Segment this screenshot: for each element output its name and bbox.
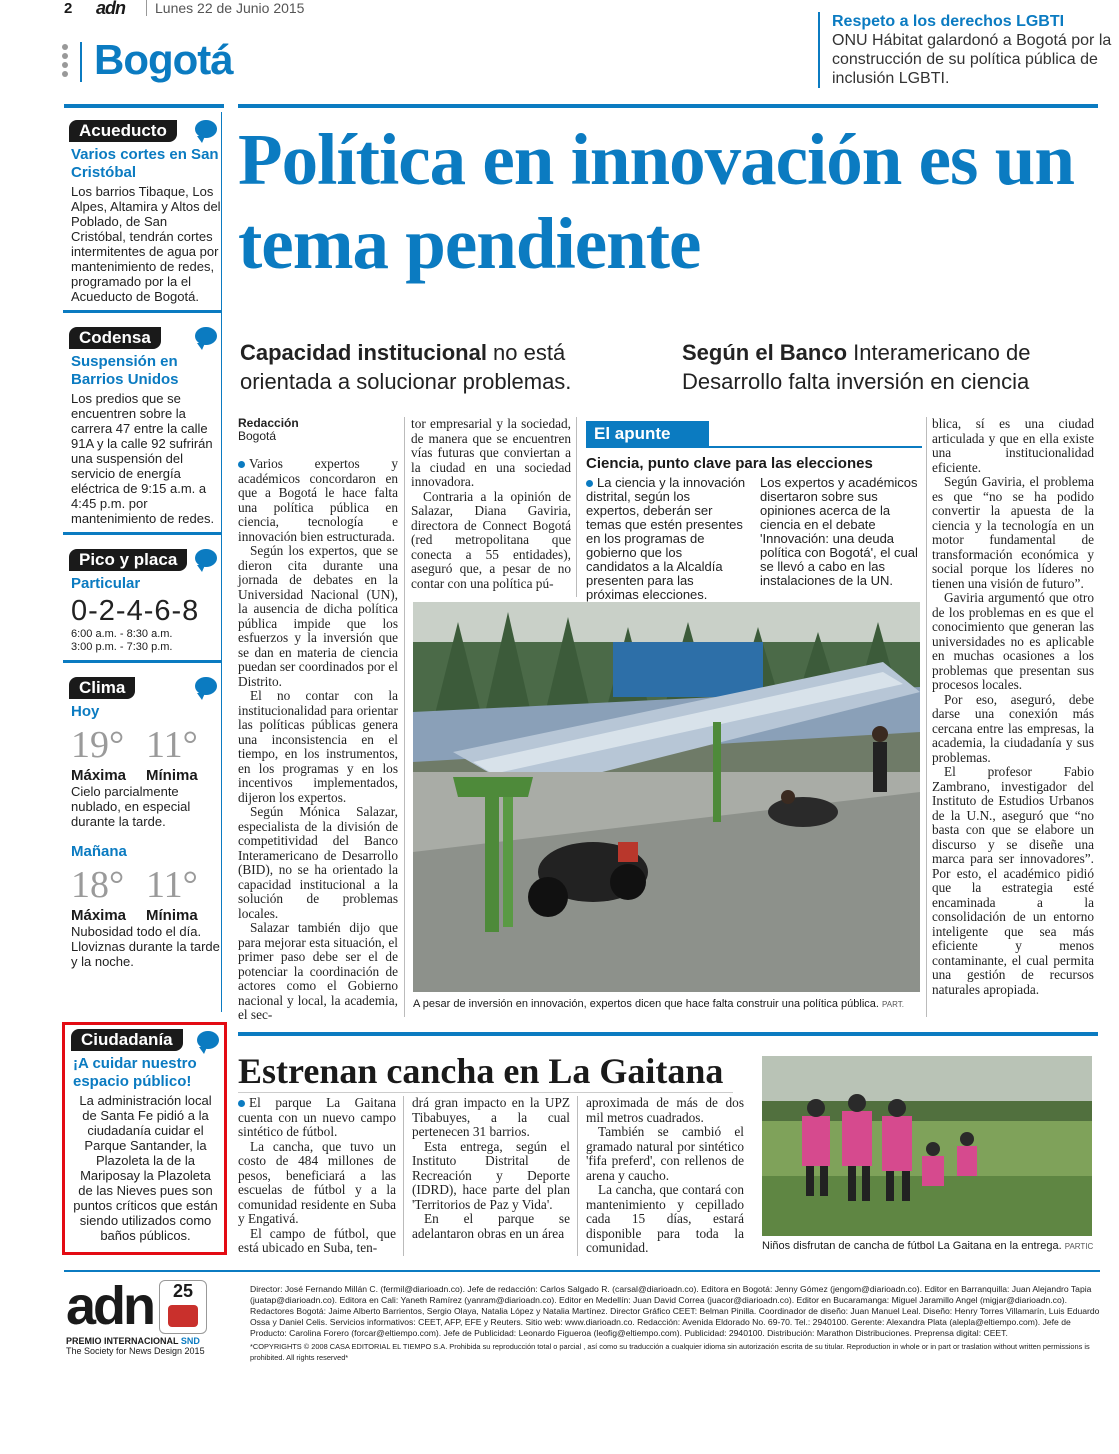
- speech-bubble-icon: [195, 120, 217, 138]
- sidebar-top-rule: [64, 104, 224, 108]
- solar-canopy-photo: [413, 602, 920, 992]
- article-photo[interactable]: [413, 602, 920, 992]
- sidebar-item-pico-y-placa: [63, 541, 221, 663]
- bullet-icon: [586, 480, 593, 487]
- byline-author: Redacción: [238, 416, 299, 430]
- staff-credits: Director: José Fernando Millán C. (fermil@diarioadn.co). Jefe de redacción: Carlos Salgado R. (carsal@diarioadn.co). Editora en Bogotá: Jenny Gómez (jengom@diarioadn.co). Editor en Barranquilla: Juan Alejandro Tapia (juatap@diarioadn.co). Editora en Cali: Yaneth Ramírez (yanram@diarioadn.co). Editor en Medellín: Juan David Correa (juacor@diarioadn.co). Editor en Bucaramanga: Miguel Jaramillo Angel (migjar@diarioadn.co). Redactores Bogotá: Jaime Alberto Barrientos, Sergio Olaya, Natalia López y Natalia Martínez. Director Gráfico CEET: Belman Pinilla. Coordinador de diseño: Juan Manuel Leal. Diseño: Henry Torres Villamarín, Luis Eduardo Ossa y Daniel Celis. Servicios informativos: CEET, AFP, EFE y Reuters. Sitio web: www.diarioadn.co. Redacción: Avenida Eldorado No. 69-70. Tel.: 2940100. Gerente: Alexandra Plata (alepla@eltiempo.com). Jefe de Producto: Carolina Forero (forcar@eltiempo.com). Jefe de Publicidad: Leonardo Figueroa (leofig@eltiempo.com). Publicidad: 2940100. Distribución: Marathon Distribuciones. Preprensa digital: CEET.: [250, 1284, 1100, 1338]
- footer-branding: [66, 1276, 246, 1356]
- sidebar-tag: Clima: [69, 677, 135, 699]
- paragraph: El profesor Fabio Zambrano, investigador del Instituto de Estudios Urbanos de la U.N., aseguró que “no basta con que se elabore un discurso y se diseñe una marca para ser innovadores”. Por esto, el académico pidió que la estrategia esté encaminada a la consolidación de un entorno inteligente que sea más eficiente y menos contaminante, el cual permita una gestión de recursos naturales apropiada.: [932, 764, 1094, 997]
- sidebar-text: La administración local de Santa Fe pidió a la ciudadanía cuidar el Parque Santander, la Plazoleta la de la Mariposay la Plazoleta de las Nieves pues son puntos críticos que están siendo utilizados como baños públicos.: [73, 1093, 218, 1243]
- speech-bubble-icon: [195, 549, 217, 567]
- byline-location: Bogotá: [238, 429, 277, 443]
- speech-bubble-icon: [195, 327, 217, 345]
- column-divider: [404, 417, 405, 1017]
- article-column-2: [411, 417, 571, 591]
- sidebar-tag: Codensa: [69, 327, 161, 349]
- section-dots-icon: [62, 44, 70, 80]
- max-label: Máxima: [71, 907, 127, 924]
- paragraph: Según Mónica Salazar, especialista de la división de competitividad del Banco Interamericano de Desarrollo (BID), no se ha orientado la capacidad institucional a la solución de problemas locales.: [238, 804, 398, 921]
- sidebar-tag: Pico y placa: [69, 549, 187, 571]
- paragraph: La cancha, que tuvo un costo de 484 millones de pesos, beneficiará a las escuelas de fútbol y a la comunidad residente en Suba y Engativá.: [238, 1138, 396, 1226]
- article2-photo[interactable]: [762, 1056, 1092, 1236]
- header-date: Lunes 22 de Junio 2015: [146, 0, 304, 16]
- sidebar: [63, 112, 221, 975]
- divider: [63, 660, 221, 663]
- min-label: Mínima: [146, 907, 198, 924]
- paragraph: También se cambió el gramado natural por sintético 'fifa preferd', con rellenos de arena y caucho.: [586, 1124, 744, 1183]
- paragraph: El no contar con la institucionalidad para orientar las políticas públicas genera una inconsistencia en el tiempo, en los instrumentos, en los programas y en los incentivos implementados, dijeron los expertos.: [238, 688, 398, 805]
- paragraph: drá gran impacto en la UPZ Tibabuyes, a la cual pertenecen 31 barrios.: [412, 1095, 570, 1139]
- page-number: 2: [64, 0, 73, 17]
- ciudadania-box[interactable]: [62, 1022, 227, 1255]
- header-logo: adn: [96, 0, 126, 18]
- deck-1-text: no está orientada a solucionar problemas.: [240, 340, 572, 394]
- award-title: PREMIO INTERNACIONAL: [66, 1336, 179, 1346]
- sidebar-headline: Varios cortes en San Cristóbal: [71, 146, 219, 181]
- column-divider: [403, 1096, 404, 1256]
- article2-column-1: [238, 1096, 396, 1256]
- sidebar-headline: Particular: [71, 575, 141, 592]
- paragraph: Por eso, aseguró, debe darse una conexión más cercana entre las empresas, la academia, la ciudadanía y sus problemas.: [932, 691, 1094, 765]
- photo-credit: PART.: [882, 1000, 904, 1009]
- paragraph: El parque La Gaitana cuenta con un nuevo campo sintético de fútbol.: [238, 1095, 396, 1139]
- tomorrow-weather-text: Nubosidad todo el día. Lloviznas durante la tarde y la noche.: [71, 924, 220, 969]
- section-rule: [238, 1032, 1098, 1036]
- article-column-1: [238, 417, 398, 1023]
- sidebar-tag: Acueducto: [69, 120, 177, 142]
- snd-logo: SND: [180, 1336, 200, 1346]
- paragraph: La cancha, que contará con mantenimiento y cepillado cada 15 días, estará disponible para toda la comunidad.: [586, 1182, 744, 1255]
- footer-credits: [250, 1284, 1100, 1363]
- sidebar-tag: Ciudadanía: [71, 1029, 183, 1051]
- sidebar-text: Los barrios Tibaque, Los Alpes, Altamira y Altos del Poblado, de San Cristóbal, tendrán cortes intermitentes de agua por mantenimiento de redes, programado por la el Acueducto de Bogotá.: [71, 184, 221, 304]
- article-headline: Política en innovación es un tema pendiente: [238, 119, 1074, 284]
- main-top-rule: [238, 104, 1098, 108]
- weather-tomorrow-label: Mañana: [71, 843, 127, 860]
- column-divider: [926, 417, 927, 1017]
- weather-today-label: Hoy: [71, 703, 100, 720]
- tomorrow-min-temp: 11°: [146, 864, 198, 906]
- article2-caption: Niños disfrutan de cancha de fútbol La Gaitana en la entrega. PARTIC: [762, 1240, 1094, 1252]
- today-weather-text: Cielo parcialmente nublado, en especial durante la tarde.: [71, 784, 191, 829]
- paragraph: Contraria a la opinión de Salazar, Diana Gaviria, directora de Connect Bogotá (red metropolitana que conecta a 55 entidades), aseguró que, a pesar de no contar con una política pú-: [411, 488, 571, 591]
- divider: [63, 532, 221, 535]
- column-divider: [576, 417, 577, 597]
- paragraph: Gaviria argumentó que otro de los problemas en es que el conocimiento que generan las universidades no es aplicable en muchas ocasiones a los problemas que presentan sus procesos locales.: [932, 590, 1094, 692]
- sidebar-headline: Suspensión en Barrios Unidos: [71, 353, 179, 388]
- paragraph: Según los expertos, que se dieron cita durante una jornada de debates en la Universidad Nacional (UN), la ausencia de dicha política pública impide que los esfuerzos y la inversión que se dan en materia de ciencia puedan ser coordinados por el Distrito.: [238, 543, 398, 689]
- deck-2-text: Interamericano de Desarrollo falta inversión en ciencia: [682, 340, 1031, 394]
- photo-credit: PARTIC: [1064, 1242, 1094, 1251]
- deck-1: [240, 338, 660, 396]
- bullet-icon: [238, 1100, 245, 1107]
- tomorrow-max-temp: 18°: [71, 864, 125, 906]
- section-title: Bogotá: [94, 36, 233, 83]
- deck-2: [682, 338, 1102, 396]
- teaser-title: Respeto a los derechos LGBTI: [832, 13, 1065, 30]
- sidebar-item-clima: [63, 669, 221, 969]
- pico-time-2: 3:00 p.m. - 7:30 p.m.: [71, 641, 173, 653]
- anniversary-number: 25: [173, 1281, 194, 1301]
- copyright-notice: *COPYRIGHTS © 2008 CASA EDITORIAL EL TIEMPO S.A. Prohibida su reproducción total o parcial , así como su traducción a cualquier idioma sin autorización escrita de su titular. Reproduction in whole or in part or traslation without written permissions is prohibited. All rights reserved*: [250, 1342, 1090, 1362]
- headline-rule: [238, 1092, 733, 1093]
- soccer-kids-photo: [762, 1056, 1092, 1236]
- article2-column-2: [412, 1096, 570, 1241]
- article2-headline: Estrenan cancha en La Gaitana: [238, 1051, 724, 1091]
- deck-1-bold: Capacidad institucional: [240, 340, 487, 365]
- sidebar-text: Los predios que se encuentren sobre la carrera 47 entre la calle 91A y la calle 92 sufrirán una suspensión del servicio de energía eléctrica de 9:15 a.m. a 4:45 p.m. por mantenimiento de redes.: [71, 391, 215, 526]
- paragraph: En el parque se adelantaron obras en un área: [412, 1211, 570, 1241]
- paragraph: Esta entrega, según el Instituto Distrital de Recreación y Deporte (IDRD), hace parte del plan 'Territorios de Paz y Vida'.: [412, 1138, 570, 1212]
- divider: [63, 310, 221, 313]
- max-label: Máxima: [71, 767, 127, 784]
- sidebar-headline: ¡A cuidar nuestro espacio público!: [73, 1055, 197, 1090]
- teaser-text: ONU Hábitat galardonó a Bogotá por la construcción de su política pública de inclusión LGBTI.: [832, 32, 1112, 87]
- paragraph: blica, sí es una ciudad articulada y que en ella existe una institucionalidad eficiente.: [932, 416, 1094, 475]
- article-column-4: [932, 417, 1094, 997]
- speech-bubble-icon: [197, 1031, 219, 1049]
- speech-bubble-icon: [195, 677, 217, 695]
- paragraph: Varios expertos y académicos concordaron en que a Bogotá le hace falta una política pública en ciencia, tecnología e innovación bien estructurada.: [238, 456, 398, 544]
- apunte-headline: Ciencia, punto clave para las elecciones: [586, 455, 873, 472]
- paragraph: aproximada de más de dos mil metros cuadrados.: [586, 1095, 744, 1125]
- article2-column-3: [586, 1096, 744, 1256]
- pico-digits: 0-2-4-6-8: [71, 595, 200, 627]
- apunte-tag: El apunte: [586, 421, 709, 447]
- award-subtitle: The Society for News Design 2015: [66, 1346, 205, 1356]
- deck-2-bold: Según el Banco: [682, 340, 848, 365]
- paragraph: Según Gaviria, el problema es que “no se ha podido convertir la apuesta de la ciencia y la tecnología en un motor fundamental de transformación económica y social porque los líderes no tienen una visión de futuro”.: [932, 474, 1094, 591]
- section-divider: [80, 42, 82, 82]
- sidebar-divider: [221, 112, 222, 1012]
- footer-logo: adn: [66, 1276, 154, 1336]
- photo-caption: A pesar de inversión en innovación, expertos dicen que hace falta construir una política pública. PART.: [413, 998, 904, 1010]
- anniversary-badge-icon: [159, 1280, 207, 1334]
- paragraph: Salazar también dijo que para mejorar esta situación, el primer paso debe ser el de potenciar la coordinación de actores como el Gobierno nacional y local, la academia, el sec-: [238, 920, 398, 1022]
- apunte-column-2: Los expertos y académicos disertaron sobre sus opiniones acerca de la ciencia en el debate 'Innovación: una deuda política con Bogotá', el cual se llevó a cabo en las instalaciones de la UN.: [760, 475, 918, 588]
- paragraph: tor empresarial y la sociedad, de manera que se encuentren vías futuras que conviertan a la ciudad en una sociedad innovadora.: [411, 416, 571, 489]
- sidebar-item-acueducto: [63, 112, 221, 313]
- apunte-rule: [586, 446, 922, 448]
- min-label: Mínima: [146, 767, 198, 784]
- paragraph: El campo de fútbol, que está ubicado en Suba, ten-: [238, 1225, 396, 1255]
- today-max-temp: 19°: [71, 724, 125, 766]
- apunte-column-1: La ciencia y la innovación distrital, según los expertos, deberán ser temas que estén presentes en los programas de gobierno que los candidatos a la Alcaldía presenten para las próximas elecciones.: [586, 475, 746, 602]
- column-divider: [577, 1096, 578, 1256]
- teaser[interactable]: [818, 12, 1119, 88]
- pico-time-1: 6:00 a.m. - 8:30 a.m.: [71, 628, 173, 640]
- today-min-temp: 11°: [146, 724, 198, 766]
- footer-rule: [64, 1270, 1100, 1272]
- sidebar-item-codensa: [63, 319, 221, 535]
- bullet-icon: [238, 461, 245, 468]
